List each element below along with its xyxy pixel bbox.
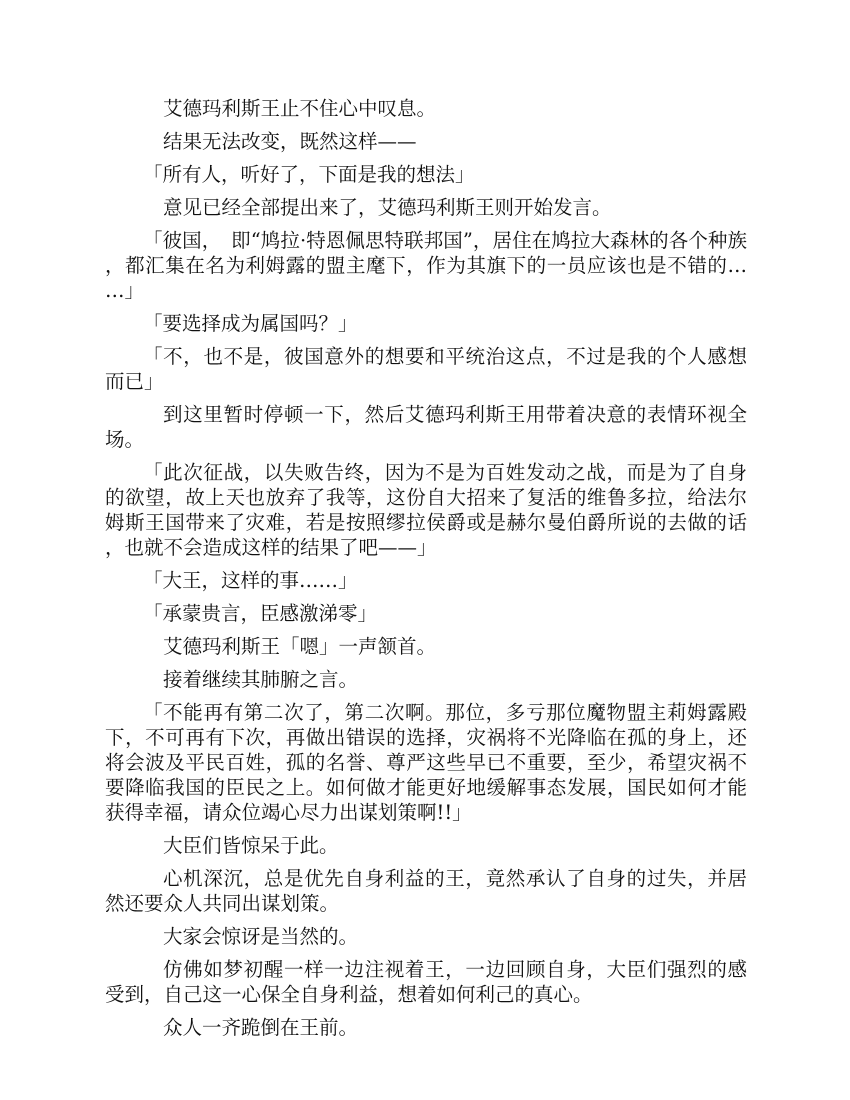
- paragraph-15: 大臣们皆惊呆于此。: [163, 834, 339, 857]
- paragraph-18: 仿佛如梦初醒一样一边注视着王，一边回顾自身，大臣们强烈的感受到，自己这一心保全自身利益，想着如何利己的真心。: [105, 958, 747, 1006]
- paragraph-10: 「大王，这样的事……」: [143, 569, 358, 592]
- paragraph-14: 「不能再有第二次了，第二次啊。那位，多亏那位魔物盟主莉姆露殿下，不可再有下次，再做出错误的选择，灾祸将不光降临在孤的身上，还将会波及平民百姓，孤的名誉、尊严这些早已不重要，至少，希望灾祸不要降临我国的臣民之上。如何做才能更好地缓解事态发展，国民如何才能获得幸福，请众位竭心尽力出谋划策啊!!」: [105, 701, 747, 824]
- paragraph-6: 「要选择成为属国吗？」: [143, 312, 358, 335]
- paragraph-9: 「此次征战，以失败告终，因为不是为百姓发动之战，而是为了自身的欲望，故上天也放弃了我等，这份自大招来了复活的维鲁多拉，给法尔姆斯王国带来了灾难，若是按照缪拉侯爵或是赫尔曼伯爵所说的去做的话，也就不会造成这样的结果了吧——」: [105, 461, 747, 559]
- paragraph-8: 到这里暂时停顿一下，然后艾德玛利斯王用带着决意的表情环视全场。: [105, 403, 747, 451]
- paragraph-7: 「不，也不是，彼国意外的想要和平统治这点，不过是我的个人感想而已」: [105, 345, 747, 393]
- paragraph-11: 「承蒙贵言，臣感激涕零」: [143, 602, 378, 625]
- paragraph-3: 「所有人，听好了，下面是我的想法」: [143, 163, 475, 186]
- paragraph-2: 结果无法改变，既然这样——: [163, 130, 417, 153]
- paragraph-1: 艾德玛利斯王止不住心中叹息。: [163, 97, 437, 120]
- body-text: [105, 96, 747, 1048]
- paragraph-12: 艾德玛利斯王「嗯」一声颔首。: [163, 635, 437, 658]
- paragraph-4: 意见已经全部提出来了，艾德玛利斯王则开始发言。: [163, 196, 612, 219]
- paragraph-17: 大家会惊讶是当然的。: [163, 925, 359, 948]
- paragraph-19: 众人一齐跪倒在王前。: [163, 1016, 359, 1039]
- paragraph-5: 「彼国， 即“鸠拉·特恩佩思特联邦国”，居住在鸠拉大森林的各个种族，都汇集在名为利姆露的盟主麾下，作为其旗下的一员应该也是不错的……」: [105, 229, 747, 302]
- paragraph-13: 接着继续其肺腑之言。: [163, 668, 359, 691]
- paragraph-16: 心机深沉，总是优先自身利益的王，竟然承认了自身的过失，并居然还要众人共同出谋划策。: [105, 867, 747, 915]
